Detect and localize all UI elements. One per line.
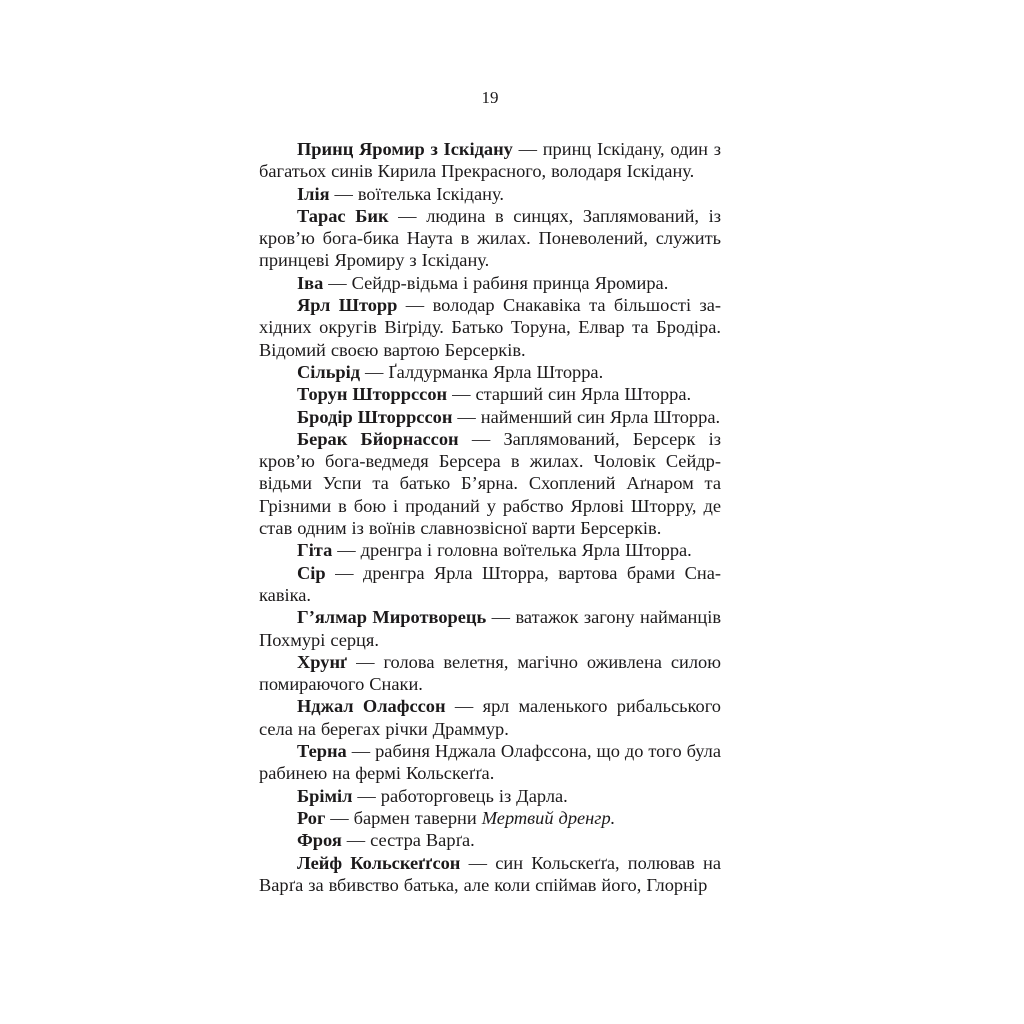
character-entry: Бродір Шторрссон — найменший син Ярла Шторра. (297, 406, 721, 427)
character-name: Рог (297, 807, 326, 828)
character-description: старший син Ярла Шторра. (475, 384, 692, 405)
character-description: ярл маленького рибальського села на берегах річки Драммур. (259, 696, 722, 739)
character-name: Ілія (297, 183, 330, 204)
character-name: Торун Шторрссон (297, 384, 448, 405)
character-name: Лейф Кольскеґґсон (297, 852, 461, 873)
character-entry: Гіта — дренгра і головна воїтелька Ярла Шторра. (297, 540, 692, 561)
character-entry: Нджал Олафссон — ярл маленького рибальського села на берегах річки Драммур. (259, 696, 722, 739)
character-name: Терна (297, 741, 347, 762)
character-description: Заплямований, Берсерк із кров’ю бога-ведмедя Берсера в жилах. Чоловік Сейдр-відьми Успи та батько Б’ярна. Схоплений Аґнаром та Грізними в бою і проданий у рабство Ярлові Шторру, де став одним із воїнів славнозвісної варти Берсерків. (259, 428, 722, 539)
character-name: Принц Яромир з Іскідану (297, 139, 513, 159)
character-description: воїтелька Іскідану. (357, 183, 504, 204)
character-name: Берак Бйорнассон (297, 428, 459, 449)
character-entry: Терна — рабиня Нджала Олафссона, що до того була рабинею на фермі Кольскеґґа. (259, 741, 721, 784)
character-entry: Сільрід — Ґалдурманка Ярла Шторра. (297, 361, 604, 382)
character-description: володар Снакавіка та більшості західних округів Віґріду. Батько Торуна, Елвар та Бродіра. Відомий своєю вартою Берсерків. (259, 295, 721, 360)
character-entry: Г’ялмар Миротворець — ватажок загону найманців Похмурі серця. (259, 607, 722, 650)
character-entry: Ілія — воїтелька Іскідану. (297, 183, 504, 204)
page-number: 19 (481, 88, 499, 107)
character-description: рабиня Нджала Олафссона, що до того була рабинею на фермі Кольскеґґа. (259, 741, 721, 784)
character-entry: Принц Яромир з Іскідану — принц Іскідану, один з багатьох синів Кирила Прекрасного, володаря Іскідану. (259, 139, 721, 182)
character-name: Фроя (297, 830, 342, 851)
character-list (259, 138, 721, 896)
character-entry: Іва — Сейдр-відьма і рабиня принца Яромира. (297, 272, 669, 293)
character-description: найменший син Ярла Шторра. (480, 406, 721, 427)
character-entry: Лейф Кольскеґґсон — син Кольскеґґа, полював на Варґа за вбивство батька, але коли спіймав його, Глорнір (259, 852, 721, 895)
character-entry: Берак Бйорнассон — Заплямований, Берсерк із кров’ю бога-ведмедя Берсера в жилах. Чоловік Сейдр-відьми Успи та батько Б’ярна. Схоплений Аґнаром та Грізними в бою і проданий у рабство Ярлові Шторру, де став одним із воїнів славнозвісної варти Берсерків. (259, 428, 722, 539)
character-description: ватажок загону найманців Похмурі серця. (259, 607, 722, 650)
character-description-italic: Мертвий дренгр. (481, 807, 616, 828)
character-description: дренгра Ярла Шторра, вартова брами Снакавіка. (259, 562, 721, 605)
character-description: людина в синцях, Заплямований, із кров’ю бога-бика Наута в жилах. Поневолений, служить принцеві Яромиру з Іскідану. (259, 205, 722, 271)
character-name: Г’ялмар Миротворець (297, 607, 487, 628)
character-description: бармен таверни (353, 807, 482, 828)
character-description: Ґалдурманка Ярла Шторра. (388, 361, 604, 382)
character-entry: Торун Шторрссон — старший син Ярла Шторра. (297, 384, 692, 405)
character-entry: Тарас Бик — людина в синцях, Заплямований, із кров’ю бога-бика Наута в жилах. Поневолений, служить принцеві Яромиру з Іскідану. (259, 205, 722, 271)
character-entry: Ярл Шторр — володар Снакавіка та більшості західних округів Віґріду. Батько Торуна, Елвар та Бродіра. Відомий своєю вартою Берсерків. (259, 295, 721, 360)
character-entry: Рог — бармен таверни Мертвий дренгр. (297, 807, 616, 828)
character-name: Ярл Шторр (297, 295, 398, 316)
character-entry: Фроя — сестра Варґа. (297, 830, 475, 851)
character-name: Іва (297, 272, 324, 293)
character-description: принц Іскідану, один з багатьох синів Кирила Прекрасного, володаря Іскідану. (259, 139, 721, 182)
character-name: Хрунґ (297, 651, 348, 672)
character-description: сестра Варґа. (370, 830, 475, 851)
character-name: Нджал Олафссон (297, 696, 446, 717)
character-entry: Сір — дренгра Ярла Шторра, вартова брами Снакавіка. (259, 562, 721, 605)
character-name: Бріміл (297, 785, 353, 806)
character-description: дренгра і головна воїтелька Ярла Шторра. (360, 540, 692, 561)
character-name: Бродір Шторрссон (297, 406, 453, 427)
character-entry: Бріміл — работорговець із Дарла. (297, 785, 568, 806)
character-name: Сільрід (297, 361, 361, 382)
character-name: Тарас Бик (297, 205, 389, 226)
character-description: работорговець із Дарла. (380, 785, 568, 806)
character-entry: Хрунґ — голова велетня, магічно оживлена силою помираючого Снаки. (259, 651, 721, 695)
character-name: Сір (297, 562, 326, 583)
character-description: Сейдр-відьма і рабиня принца Яромира. (351, 272, 669, 293)
character-description: голова велетня, магічно оживлена силою помираючого Снаки. (259, 651, 721, 695)
character-name: Гіта (297, 540, 333, 561)
character-description: син Кольскеґґа, полював на Варґа за вбивство батька, але коли спіймав його, Глорнір (259, 852, 721, 895)
